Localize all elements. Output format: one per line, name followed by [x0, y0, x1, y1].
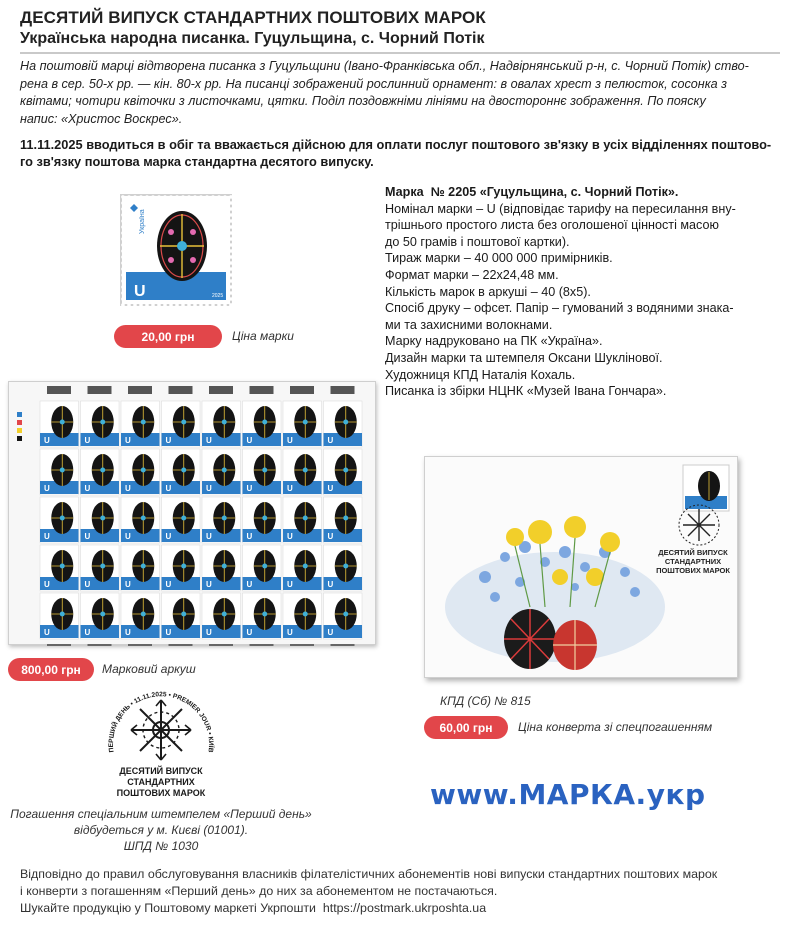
sheet-barcode	[47, 644, 71, 646]
stamp-sheet-grid	[9, 382, 377, 646]
sheet-stamp	[121, 401, 160, 447]
spec-line: Дизайн марки та штемпеля Оксани Шуклінової.	[385, 350, 663, 365]
envelope-label: КПД (Сб) № 815	[440, 694, 531, 708]
sheet-stamp-denomination: U	[206, 484, 212, 493]
spec-line: Тираж марки – 40 000 000 примірників.	[385, 251, 613, 266]
sheet-barcode	[250, 386, 274, 394]
sheet-barcode	[250, 644, 274, 646]
spec-line: Номінал марки – U (відповідає тарифу на пересилання вну-	[385, 201, 736, 216]
spec-line: Марка № 2205 «Гуцульщина, с. Чорний Потік».	[385, 185, 679, 199]
intro-line: квітами; чотири квіточки з листочками, цятки. Поділ поздовжніми лініями на двостороннє зображення. По пояску	[20, 94, 706, 109]
cancellation-line: ДЕСЯТИЙ ВИПУСК	[119, 766, 203, 776]
sheet-stamp	[243, 545, 282, 591]
sheet-color-mark	[17, 420, 22, 425]
stamp-price-badge: 20,00 грн	[114, 325, 222, 348]
sheet-stamp	[162, 593, 201, 639]
sheet-stamp-denomination: U	[84, 436, 91, 445]
sheet-stamp	[324, 449, 363, 495]
sheet-stamp	[81, 497, 120, 543]
stamp-country: Україна	[139, 209, 146, 234]
sheet-stamp-denomination: U	[327, 484, 334, 493]
sheet-stamp	[121, 449, 160, 495]
footer-line[interactable]: Шукайте продукцію у Поштовому маркеті Укрпошти https://postmark.ukrposhta.ua	[20, 901, 487, 915]
sheet-stamp	[283, 593, 322, 639]
stamp-image	[120, 194, 232, 306]
sheet-stamp	[81, 593, 120, 639]
cancellation-note	[0, 806, 322, 854]
sheet-stamp	[81, 545, 120, 591]
sheet-stamp-denomination: U	[125, 436, 131, 445]
sheet-barcode	[290, 386, 314, 394]
sheet-stamp-denomination: U	[44, 436, 50, 445]
sheet-stamp-denomination: U	[84, 580, 91, 589]
footer-line: Відповідно до правил обслуговування власників філателістичних абонементів нові випуски стандартних поштових марок	[20, 867, 718, 881]
stamp-sheet	[8, 381, 376, 645]
sheet-stamp	[243, 449, 282, 495]
sheet-stamp-denomination: U	[206, 436, 212, 445]
intro-text	[20, 58, 780, 128]
sheet-stamp	[162, 449, 201, 495]
spec-line: до 50 грамів і поштової картки).	[385, 234, 570, 249]
cancellation-line: ПОШТОВИХ МАРОК	[116, 788, 206, 798]
sheet-stamp	[324, 497, 363, 543]
first-day-cancellation	[96, 680, 226, 804]
sheet-stamp-denomination: U	[44, 580, 50, 589]
issue-announcement	[20, 136, 780, 170]
envelope-price-caption: Ціна конверта зі спецпогашенням	[518, 720, 713, 734]
announce-line: 11.11.2025 вводиться в обіг та вважається дійсною для оплати послуг поштового зв'язку в усіх відділеннях поштово-	[20, 137, 772, 152]
sheet-stamp-denomination: U	[125, 484, 131, 493]
sheet-stamp	[324, 593, 363, 639]
sheet-stamp	[324, 545, 363, 591]
envelope-price-badge: 60,00 грн	[424, 716, 508, 739]
spec-line: Писанка із збірки НЦНК «Музей Івана Гончара».	[385, 384, 667, 399]
sheet-stamp-denomination: U	[287, 580, 293, 589]
sheet-stamp-denomination: U	[246, 532, 253, 541]
sheet-stamp	[283, 497, 322, 543]
spec-line: трішнього простого листа без оголошеної цінності масою	[385, 218, 719, 233]
stamp-specifications	[385, 184, 785, 400]
sheet-stamp-denomination: U	[165, 532, 172, 541]
sheet-stamp-denomination: U	[287, 532, 293, 541]
sheet-barcode	[169, 386, 193, 394]
sheet-stamp	[81, 449, 120, 495]
sheet-stamp-denomination: U	[246, 580, 253, 589]
sheet-stamp-denomination: U	[287, 628, 293, 637]
envelope-cancel-line: ДЕСЯТИЙ ВИПУСК	[658, 548, 728, 557]
sheet-stamp	[283, 401, 322, 447]
sheet-barcode	[209, 644, 233, 646]
sheet-stamp	[121, 545, 160, 591]
sheet-stamp	[121, 593, 160, 639]
sheet-stamp	[202, 401, 241, 447]
sheet-barcode	[128, 644, 152, 646]
intro-line: напис: «Христос Воскрес».	[20, 111, 183, 126]
cancellation-line: СТАНДАРТНИХ	[127, 777, 195, 787]
sheet-stamp-denomination: U	[44, 484, 50, 493]
sheet-stamp-denomination: U	[327, 580, 334, 589]
sheet-stamp	[243, 497, 282, 543]
sheet-stamp-denomination: U	[125, 580, 131, 589]
sheet-stamp-denomination: U	[327, 628, 334, 637]
flower-bouquet	[445, 516, 665, 670]
sheet-stamp	[283, 449, 322, 495]
sheet-stamp	[81, 401, 120, 447]
cancellation-note-line: Погашення спеціальним штемпелем «Перший день»	[10, 807, 312, 821]
announce-line: го зв'язку поштова марка стандартна десятого випуску.	[20, 154, 374, 169]
sheet-stamp-denomination: U	[44, 628, 50, 637]
sheet-stamp-denomination: U	[246, 484, 253, 493]
sheet-stamp	[202, 545, 241, 591]
sheet-stamp-denomination: U	[125, 628, 131, 637]
sheet-stamp-denomination: U	[327, 436, 334, 445]
sheet-stamp-denomination: U	[206, 580, 212, 589]
footer-notice	[20, 866, 780, 917]
sheet-stamp	[162, 545, 201, 591]
sheet-stamp	[40, 449, 79, 495]
page-subtitle: Українська народна писанка. Гуцульщина, с. Чорний Потік	[20, 30, 485, 47]
sheet-barcode	[209, 386, 233, 394]
sheet-stamp-denomination: U	[206, 532, 212, 541]
spec-line: Спосіб друку – офсет. Папір – гумований з водяними знака-	[385, 301, 734, 316]
sheet-barcode	[331, 386, 355, 394]
sheet-stamp	[324, 401, 363, 447]
sheet-stamp-denomination: U	[84, 484, 91, 493]
website-link[interactable]: www.МАРКА.укр	[430, 778, 706, 811]
sheet-stamp-denomination: U	[165, 436, 172, 445]
stamp-price-caption: Ціна марки	[232, 329, 294, 343]
sheet-barcode	[290, 644, 314, 646]
sheet-stamp	[162, 497, 201, 543]
sheet-stamp-denomination: U	[287, 484, 293, 493]
snowflake-ornament-icon	[131, 700, 191, 760]
sheet-color-mark	[17, 428, 22, 433]
spec-line: ми та захисними волокнами.	[385, 317, 553, 332]
sheet-stamp-denomination: U	[125, 532, 131, 541]
cancellation-note-line: відбудеться у м. Києві (01001).	[73, 823, 249, 837]
envelope-artwork	[425, 457, 739, 679]
sheet-price-caption: Марковий аркуш	[102, 662, 196, 676]
spec-line: Формат марки – 22х24,48 мм.	[385, 267, 559, 282]
sheet-stamp-denomination: U	[206, 628, 212, 637]
sheet-stamp-denomination: U	[165, 484, 172, 493]
footer-line: і конверти з погашенням «Перший день» до них за абонементом не постачаються.	[20, 884, 498, 898]
first-day-envelope	[424, 456, 738, 678]
envelope-cancel-line: ПОШТОВИХ МАРОК	[656, 566, 730, 575]
sheet-stamp	[40, 401, 79, 447]
stamp-year: 2025	[212, 293, 224, 299]
sheet-stamp-denomination: U	[246, 436, 253, 445]
sheet-barcode	[331, 644, 355, 646]
sheet-stamp	[283, 545, 322, 591]
cancellation-arc-text: ПЕРШИЙ ДЕНЬ • 11.11.2025 • PREMIER JOUR • КИЇВ	[107, 691, 215, 753]
sheet-stamp-denomination: U	[287, 436, 293, 445]
page-title: ДЕСЯТИЙ ВИПУСК СТАНДАРТНИХ ПОШТОВИХ МАРОК	[20, 8, 486, 27]
sheet-stamp-denomination: U	[44, 532, 50, 541]
sheet-stamp	[202, 593, 241, 639]
sheet-barcode	[169, 644, 193, 646]
sheet-barcode	[47, 386, 71, 394]
envelope-stamp	[683, 465, 729, 511]
spec-line: Марку надруковано на ПК «Україна».	[385, 334, 603, 349]
sheet-stamp	[40, 593, 79, 639]
sheet-barcode	[88, 644, 112, 646]
sheet-barcode	[88, 386, 112, 394]
sheet-stamp	[243, 401, 282, 447]
sheet-stamp	[162, 401, 201, 447]
sheet-barcode	[128, 386, 152, 394]
spec-line: Художниця КПД Наталія Кохаль.	[385, 367, 576, 382]
sheet-stamp	[202, 449, 241, 495]
header-divider	[20, 52, 780, 54]
sheet-stamp	[40, 497, 79, 543]
sheet-price-badge: 800,00 грн	[8, 658, 94, 681]
sheet-stamp	[243, 593, 282, 639]
sheet-stamp	[202, 497, 241, 543]
sheet-color-mark	[17, 412, 22, 417]
cancellation-note-line: ШПД № 1030	[123, 839, 199, 853]
sheet-stamp	[40, 545, 79, 591]
sheet-stamp-denomination: U	[84, 532, 91, 541]
sheet-stamp-denomination: U	[84, 628, 91, 637]
sheet-stamp	[121, 497, 160, 543]
sheet-stamp-denomination: U	[246, 628, 253, 637]
sheet-stamp-denomination: U	[165, 580, 172, 589]
envelope-cancel-line: СТАНДАРТНИХ	[664, 557, 722, 566]
intro-line: рена в сер. 50-х рр. — кін. 80-х рр. На писанці зображений рослинний орнамент: в овалах хрест з пелюсток, сосонка з	[20, 76, 728, 91]
stamp-denomination: U	[134, 283, 146, 300]
spec-line: Кількість марок в аркуші – 40 (8х5).	[385, 284, 591, 299]
sheet-color-mark	[17, 436, 22, 441]
intro-line: На поштовій марці відтворена писанка з Гуцульщини (Івано-Франківська обл., Надвірнянський р-н, с. Чорний Потік) ство-	[20, 59, 749, 73]
sheet-stamp-denomination: U	[327, 532, 334, 541]
sheet-stamp-denomination: U	[165, 628, 172, 637]
